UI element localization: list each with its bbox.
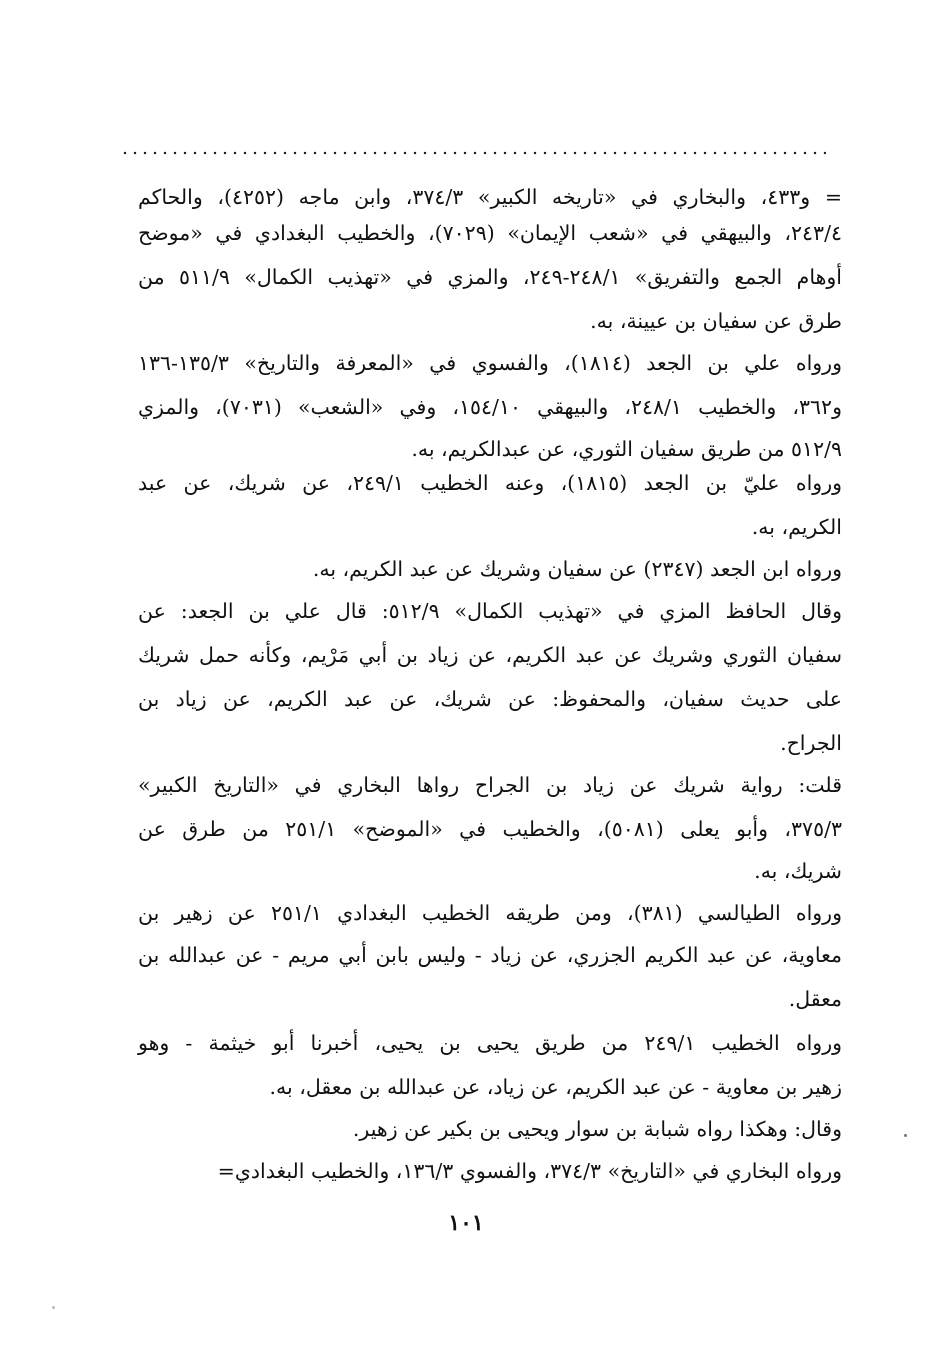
scan-speck	[52, 1306, 55, 1309]
text-line: ورواه البخاري في «التاريخ» ٣٧٤/٣، والفسوي ١٣٦/٣، والخطيب البغدادي=	[217, 1159, 842, 1183]
text-line: معقل.	[788, 987, 842, 1011]
text-line: ورواه علي بن الجعد (١٨١٤)، والفسوي في «المعرفة والتاريخ» ١٣٥/٣-١٣٦	[138, 351, 842, 375]
text-line: زهير بن معاوية - عن عبد الكريم، عن زياد، عن عبدالله بن معقل، به.	[269, 1075, 842, 1099]
dotted-separator	[120, 150, 826, 156]
text-line: طرق عن سفيان بن عيينة، به.	[590, 309, 842, 333]
text-line: على حديث سفيان، والمحفوظ: عن شريك، عن عبد الكريم، عن زياد بن	[138, 687, 842, 711]
text-line: وقال الحافظ المزي في «تهذيب الكمال» ٥١٢/٩: قال علي بن الجعد: عن	[138, 599, 842, 623]
text-line: الجراح.	[780, 731, 842, 755]
text-line: ورواه الطيالسي (٣٨١)، ومن طريقه الخطيب البغدادي ٢٥١/١ عن زهير بن	[138, 901, 842, 925]
text-line: ورواه الخطيب ٢٤٩/١ من طريق يحيى بن يحيى، أخبرنا أبو خيثمة - وهو	[138, 1031, 842, 1055]
text-line: الكريم، به.	[751, 515, 842, 539]
text-line: وقال: وهكذا رواه شبابة بن سوار ويحيى بن بكير عن زهير.	[352, 1117, 842, 1141]
text-line: ٢٤٣/٤، والبيهقي في «شعب الإيمان» (٧٠٢٩)، والخطيب البغدادي في «موضح	[138, 221, 842, 245]
scan-speck	[904, 1134, 907, 1137]
text-line: شريك، به.	[754, 859, 842, 883]
text-line: ورواه ابن الجعد (٢٣٤٧) عن سفيان وشريك عن عبد الكريم، به.	[312, 557, 842, 581]
text-line: ٥١٢/٩ من طريق سفيان الثوري، عن عبدالكريم، به.	[411, 437, 842, 461]
page-number: ١٠١	[448, 1210, 484, 1236]
text-line: ٣٧٥/٣، وأبو يعلى (٥٠٨١)، والخطيب في «الموضح» ٢٥١/١ من طرق عن	[138, 817, 842, 841]
text-line: سفيان الثوري وشريك عن عبد الكريم، عن زياد بن أبي مَرْيم، وكأنه حمل شريك	[138, 643, 843, 667]
text-line: = و٤٣٣، والبخاري في «تاريخه الكبير» ٣٧٤/٣، وابن ماجه (٤٢٥٢)، والحاكم	[138, 185, 842, 209]
text-line: معاوية، عن عبد الكريم الجزري، عن زياد - وليس بابن أبي مريم - عن عبدالله بن	[138, 943, 842, 967]
text-line: قلت: رواية شريك عن زياد بن الجراح رواها البخاري في «التاريخ الكبير»	[138, 773, 842, 797]
text-line: ورواه عليّ بن الجعد (١٨١٥)، وعنه الخطيب ٢٤٩/١، عن شريك، عن عبد	[138, 471, 842, 495]
text-line: و٣٦٢، والخطيب ٢٤٨/١، والبيهقي ١٥٤/١٠، وفي «الشعب» (٧٠٣١)، والمزي	[138, 395, 842, 419]
text-line: أوهام الجمع والتفريق» ٢٤٨/١-٢٤٩، والمزي في «تهذيب الكمال» ٥١١/٩ من	[138, 265, 842, 289]
